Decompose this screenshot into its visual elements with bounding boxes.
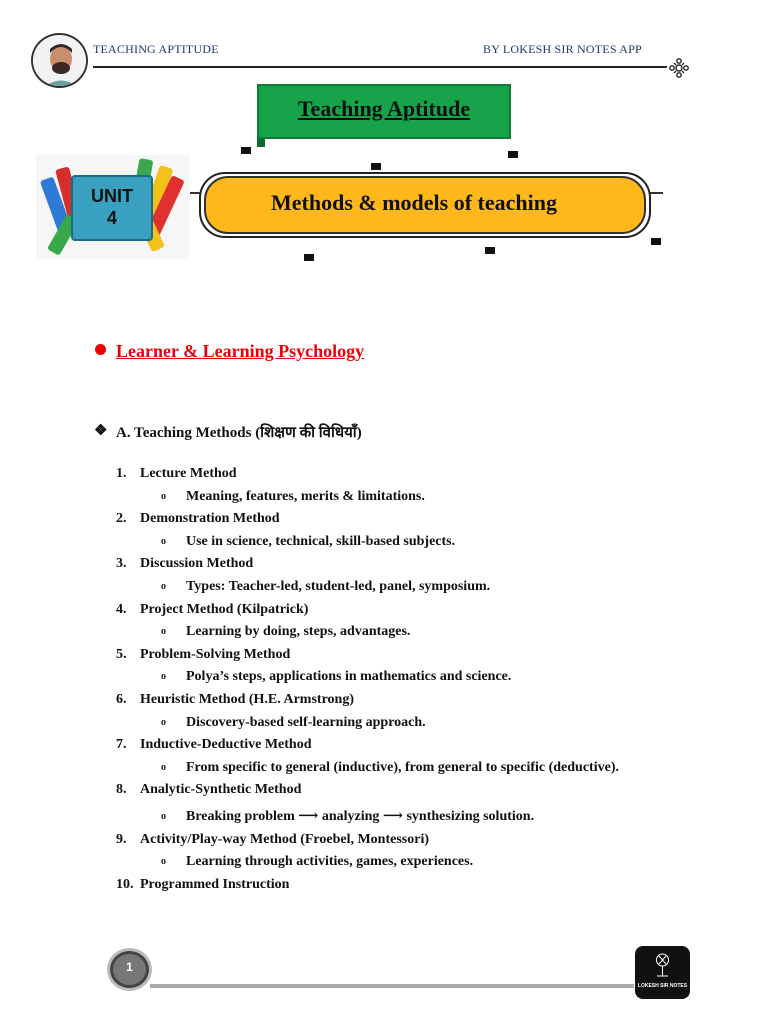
section-heading: Learner & Learning Psychology xyxy=(116,341,365,361)
decor-square xyxy=(371,163,381,170)
list-item-label: Lecture Method xyxy=(140,466,237,481)
circle-bullet-icon: o xyxy=(161,671,166,683)
list-item xyxy=(116,829,636,852)
list-item-number: 2. xyxy=(116,511,127,527)
list-item-number: 8. xyxy=(116,782,127,798)
subsection-heading: A. Teaching Methods (शिक्षण की विधियाँ) xyxy=(116,425,362,441)
list-item-number: 1. xyxy=(116,466,127,481)
list-subitem xyxy=(116,806,636,829)
circle-bullet-icon: o xyxy=(161,810,166,822)
list-item-label: Project Method (Kilpatrick) xyxy=(140,601,309,617)
list-item xyxy=(116,689,636,712)
decor-square xyxy=(508,151,518,158)
list-item xyxy=(116,599,636,622)
bullet-dot-icon xyxy=(95,344,106,355)
list-subitem-text: Meaning, features, merits & limitations. xyxy=(186,488,425,504)
banner-tick xyxy=(649,192,663,194)
list-item xyxy=(116,779,636,802)
circle-bullet-icon: o xyxy=(161,490,166,502)
ornament-icon xyxy=(668,57,690,79)
list-item xyxy=(116,644,636,667)
list-item-number: 7. xyxy=(116,737,127,753)
list-item-label: Demonstration Method xyxy=(140,511,280,527)
app-logo xyxy=(635,946,690,999)
list-subitem-text: Types: Teacher-led, student-led, panel, symposium. xyxy=(186,578,491,594)
methods-list xyxy=(116,463,636,896)
header-divider xyxy=(93,66,667,68)
list-subitem-text: Breaking problem ⟶ analyzing ⟶ synthesizing solution. xyxy=(186,808,535,824)
chapter-title: Methods & models of teaching xyxy=(271,190,557,215)
page-title: Teaching Aptitude xyxy=(297,96,471,121)
list-item-number: 6. xyxy=(116,691,127,707)
header-author: BY LOKESH SIR NOTES APP xyxy=(483,42,642,56)
list-item xyxy=(116,734,636,757)
list-subitem xyxy=(116,486,636,509)
list-item-label: Discussion Method xyxy=(140,556,254,572)
unit-label: UNIT xyxy=(91,186,133,206)
list-item xyxy=(116,508,636,531)
decor-square xyxy=(241,147,251,154)
list-item-number: 5. xyxy=(116,646,127,662)
list-subitem xyxy=(116,666,636,689)
unit-badge xyxy=(71,175,153,241)
list-item-label: Problem-Solving Method xyxy=(140,646,291,662)
list-subitem xyxy=(116,576,636,599)
list-subitem xyxy=(116,757,636,780)
list-item xyxy=(116,553,636,576)
diamond-bullet-icon: ❖ xyxy=(94,423,108,439)
list-item xyxy=(116,463,636,486)
circle-bullet-icon: o xyxy=(161,716,166,728)
list-subitem xyxy=(116,712,636,735)
list-subitem-text: Learning by doing, steps, advantages. xyxy=(186,624,411,640)
decor-square xyxy=(304,254,314,261)
unit-number: 4 xyxy=(106,208,117,228)
list-subitem-text: Polya’s steps, applications in mathematics and science. xyxy=(186,669,512,685)
logo-text: LOKESH SIR NOTES xyxy=(637,983,688,989)
list-subitem-text: From specific to general (inductive), from general to specific (deductive). xyxy=(186,759,619,775)
decor-square xyxy=(485,247,495,254)
decor-square xyxy=(651,238,661,245)
list-item xyxy=(116,874,636,897)
footer-divider xyxy=(150,984,634,988)
list-subitem-text: Learning through activities, games, experiences. xyxy=(186,854,474,870)
list-subitem-text: Discovery-based self-learning approach. xyxy=(186,714,426,730)
author-avatar xyxy=(31,33,88,88)
list-subitem xyxy=(116,621,636,644)
list-item-label: Analytic-Synthetic Method xyxy=(140,782,302,798)
list-item-label: Heuristic Method (H.E. Armstrong) xyxy=(140,691,354,707)
page-number: 1 xyxy=(126,960,133,974)
list-item-number: 10. xyxy=(116,876,134,892)
list-subitem xyxy=(116,851,636,874)
circle-bullet-icon: o xyxy=(161,856,166,868)
list-item-number: 3. xyxy=(116,556,127,572)
list-subitem-text: Use in science, technical, skill-based subjects. xyxy=(186,533,456,549)
list-item-number: 9. xyxy=(116,831,127,847)
list-item-number: 4. xyxy=(116,601,127,617)
list-item-label: Inductive-Deductive Method xyxy=(140,737,312,753)
banner-fold xyxy=(257,139,265,147)
circle-bullet-icon: o xyxy=(161,626,166,638)
circle-bullet-icon: o xyxy=(161,580,166,592)
circle-bullet-icon: o xyxy=(161,535,166,547)
circle-bullet-icon: o xyxy=(161,761,166,773)
list-item-label: Programmed Instruction xyxy=(140,876,290,892)
list-item-label: Activity/Play-way Method (Froebel, Montessori) xyxy=(140,831,430,847)
header-subject: TEACHING APTITUDE xyxy=(93,42,219,56)
list-subitem xyxy=(116,531,636,554)
